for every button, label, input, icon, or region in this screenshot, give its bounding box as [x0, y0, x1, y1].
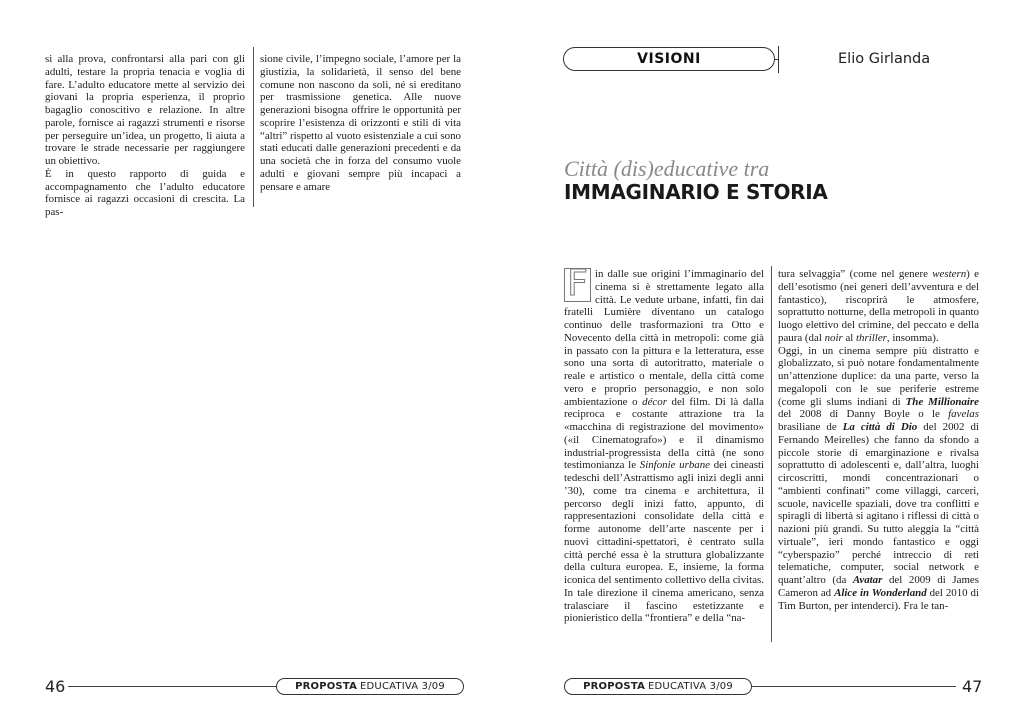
paragraph: sione civile, l’impegno sociale, l’amore per la giustizia, la solidarietà, il senso del bene comune non nascono da soli, né si ereditano per trasmissione genetica. Alle nuove generazioni bisogna offrire le opportunità per scoprire l’esistenza di orizzonti e stili di vita “altri” rispetto al vuoto esistenziale a cui sono stati educati dalle generazioni precedenti e da una società che in forza del consumo vuole adulti e giovani sempre più incapaci a pensare e amare	[260, 53, 461, 193]
paragraph: F in dalle sue origini l’immaginario del cinema si è strettamente legato alla città. Le vedute urbane, infatti, fin dai fratelli Lumière diventano un catalogo continuo delle trasformazioni tra Otto e Novecento della città in metropoli: come già in passato con la pittura e la letteratura, esse sono una sorta di autoritratto, materiale o reale e artistico o mentale, della città come vero e proprio personaggio, e non solo ambientazione o décor del film. Di là dalla reciproca e costante attrazione tra la «macchina di registrazione del movimento» («il Cinematografo») e il dinamismo industrial-progressista della città (ne sono testimonianza le Sinfonie urbane dei cineasti tedeschi dell’Astrattismo agli inizi degli anni ’30), come tra cinema e architettura, il percorso degli inizi fatto, appunto, di rappresentazioni consolidate della città e forme autonome dell’arte nascente per i nuovi cittadini-spettatori, è centrato sulla città perché essa è la struttura globalizzante della cultura europea. E, insieme, la forma iconica del sentimento collettivo della civitas. In tale direzione il cinema americano, senza tralasciare il fascino estetizzante e pionieristico della “frontiera” e della “na-	[564, 263, 764, 625]
column-divider	[253, 47, 254, 207]
article-kicker: Città (dis)educative tra	[564, 156, 770, 181]
column-divider	[771, 266, 772, 642]
journal-issue: EDUCATIVA 3/09	[648, 681, 733, 692]
page-number-left: 46	[45, 677, 66, 696]
page-number-right: 47	[962, 677, 983, 696]
header-tick	[778, 46, 779, 73]
author-name: Elio Girlanda	[838, 51, 931, 67]
article-headline: IMMAGINARIO E STORIA	[564, 180, 828, 204]
footer-rule	[68, 686, 276, 687]
footer-journal-badge-right	[564, 678, 752, 695]
paragraph: si alla prova, confrontarsi alla pari con gli adulti, testare la propria tenacia e voglia di fare. L’adulto educatore mette al servizio dei giovani la propria esperienza, il proprio bagaglio conoscitivo e relazione. In altre parole, fornisce ai ragazzi strumenti e risorse per perseguire un’idea, un progetto, li aiuta a trovare le strade necessarie per raggiungere un obiettivo.	[45, 53, 245, 167]
section-badge: VISIONI	[563, 47, 775, 71]
footer-journal-badge-left	[276, 678, 464, 695]
journal-name-bold: PROPOSTA	[295, 681, 358, 692]
journal-issue: EDUCATIVA 3/09	[360, 681, 445, 692]
left-page-column-2	[260, 53, 461, 193]
left-page-column-1	[45, 53, 245, 219]
paragraph: È in questo rapporto di guida e accompagnamento che l’adulto educatore fornisce ai ragazzi occasioni di crescita. La pas-	[45, 167, 245, 218]
right-page-column-1	[564, 263, 764, 625]
right-page-column-2	[778, 268, 979, 612]
footer-rule	[752, 686, 956, 687]
journal-name-bold: PROPOSTA	[583, 681, 646, 692]
drop-cap: F	[564, 268, 591, 302]
paragraph: tura selvaggia” (come nel genere western) e dell’esotismo (nei generi dell’avventura e del fantastico), riscoprirà le atmosfere, soprattutto notturne, della metropoli in quanto luogo elettivo del crimine, del peccato e della paura (dal noir al thriller, insomma).	[778, 268, 980, 344]
paragraph: Oggi, in un cinema sempre più distratto e globalizzato, si può notare fondamentalmente un’attenzione duplice: da una parte, verso la megalopoli con le sue periferie estreme (come gli slums indiani di The Millionaire del 2008 di Danny Boyle o le favelas brasiliane de La città di Dio del 2002 di Fernando Meirelles) che fanno da sfondo a piccole storie di emarginazione e rivalsa soprattutto di adolescenti e, dall’altra, luoghi circoscritti, mondi concentrazionari o “ambienti confinati” come villaggi, carceri, scuole, navicelle spaziali, dove tra conflitti e spiragli di libertà si agitano i riflessi di città o nazioni più grandi. Su tutto aleggia la “città virtuale”, ieri mondo fantastico e oggi “cyberspazio” perché intreccio di reti telematiche, computer, social network e quant’altro (da Avatar del 2009 di James Cameron ad Alice in Wonderland del 2010 di Tim Burton, per intenderci). Fra le tan-	[778, 344, 979, 612]
